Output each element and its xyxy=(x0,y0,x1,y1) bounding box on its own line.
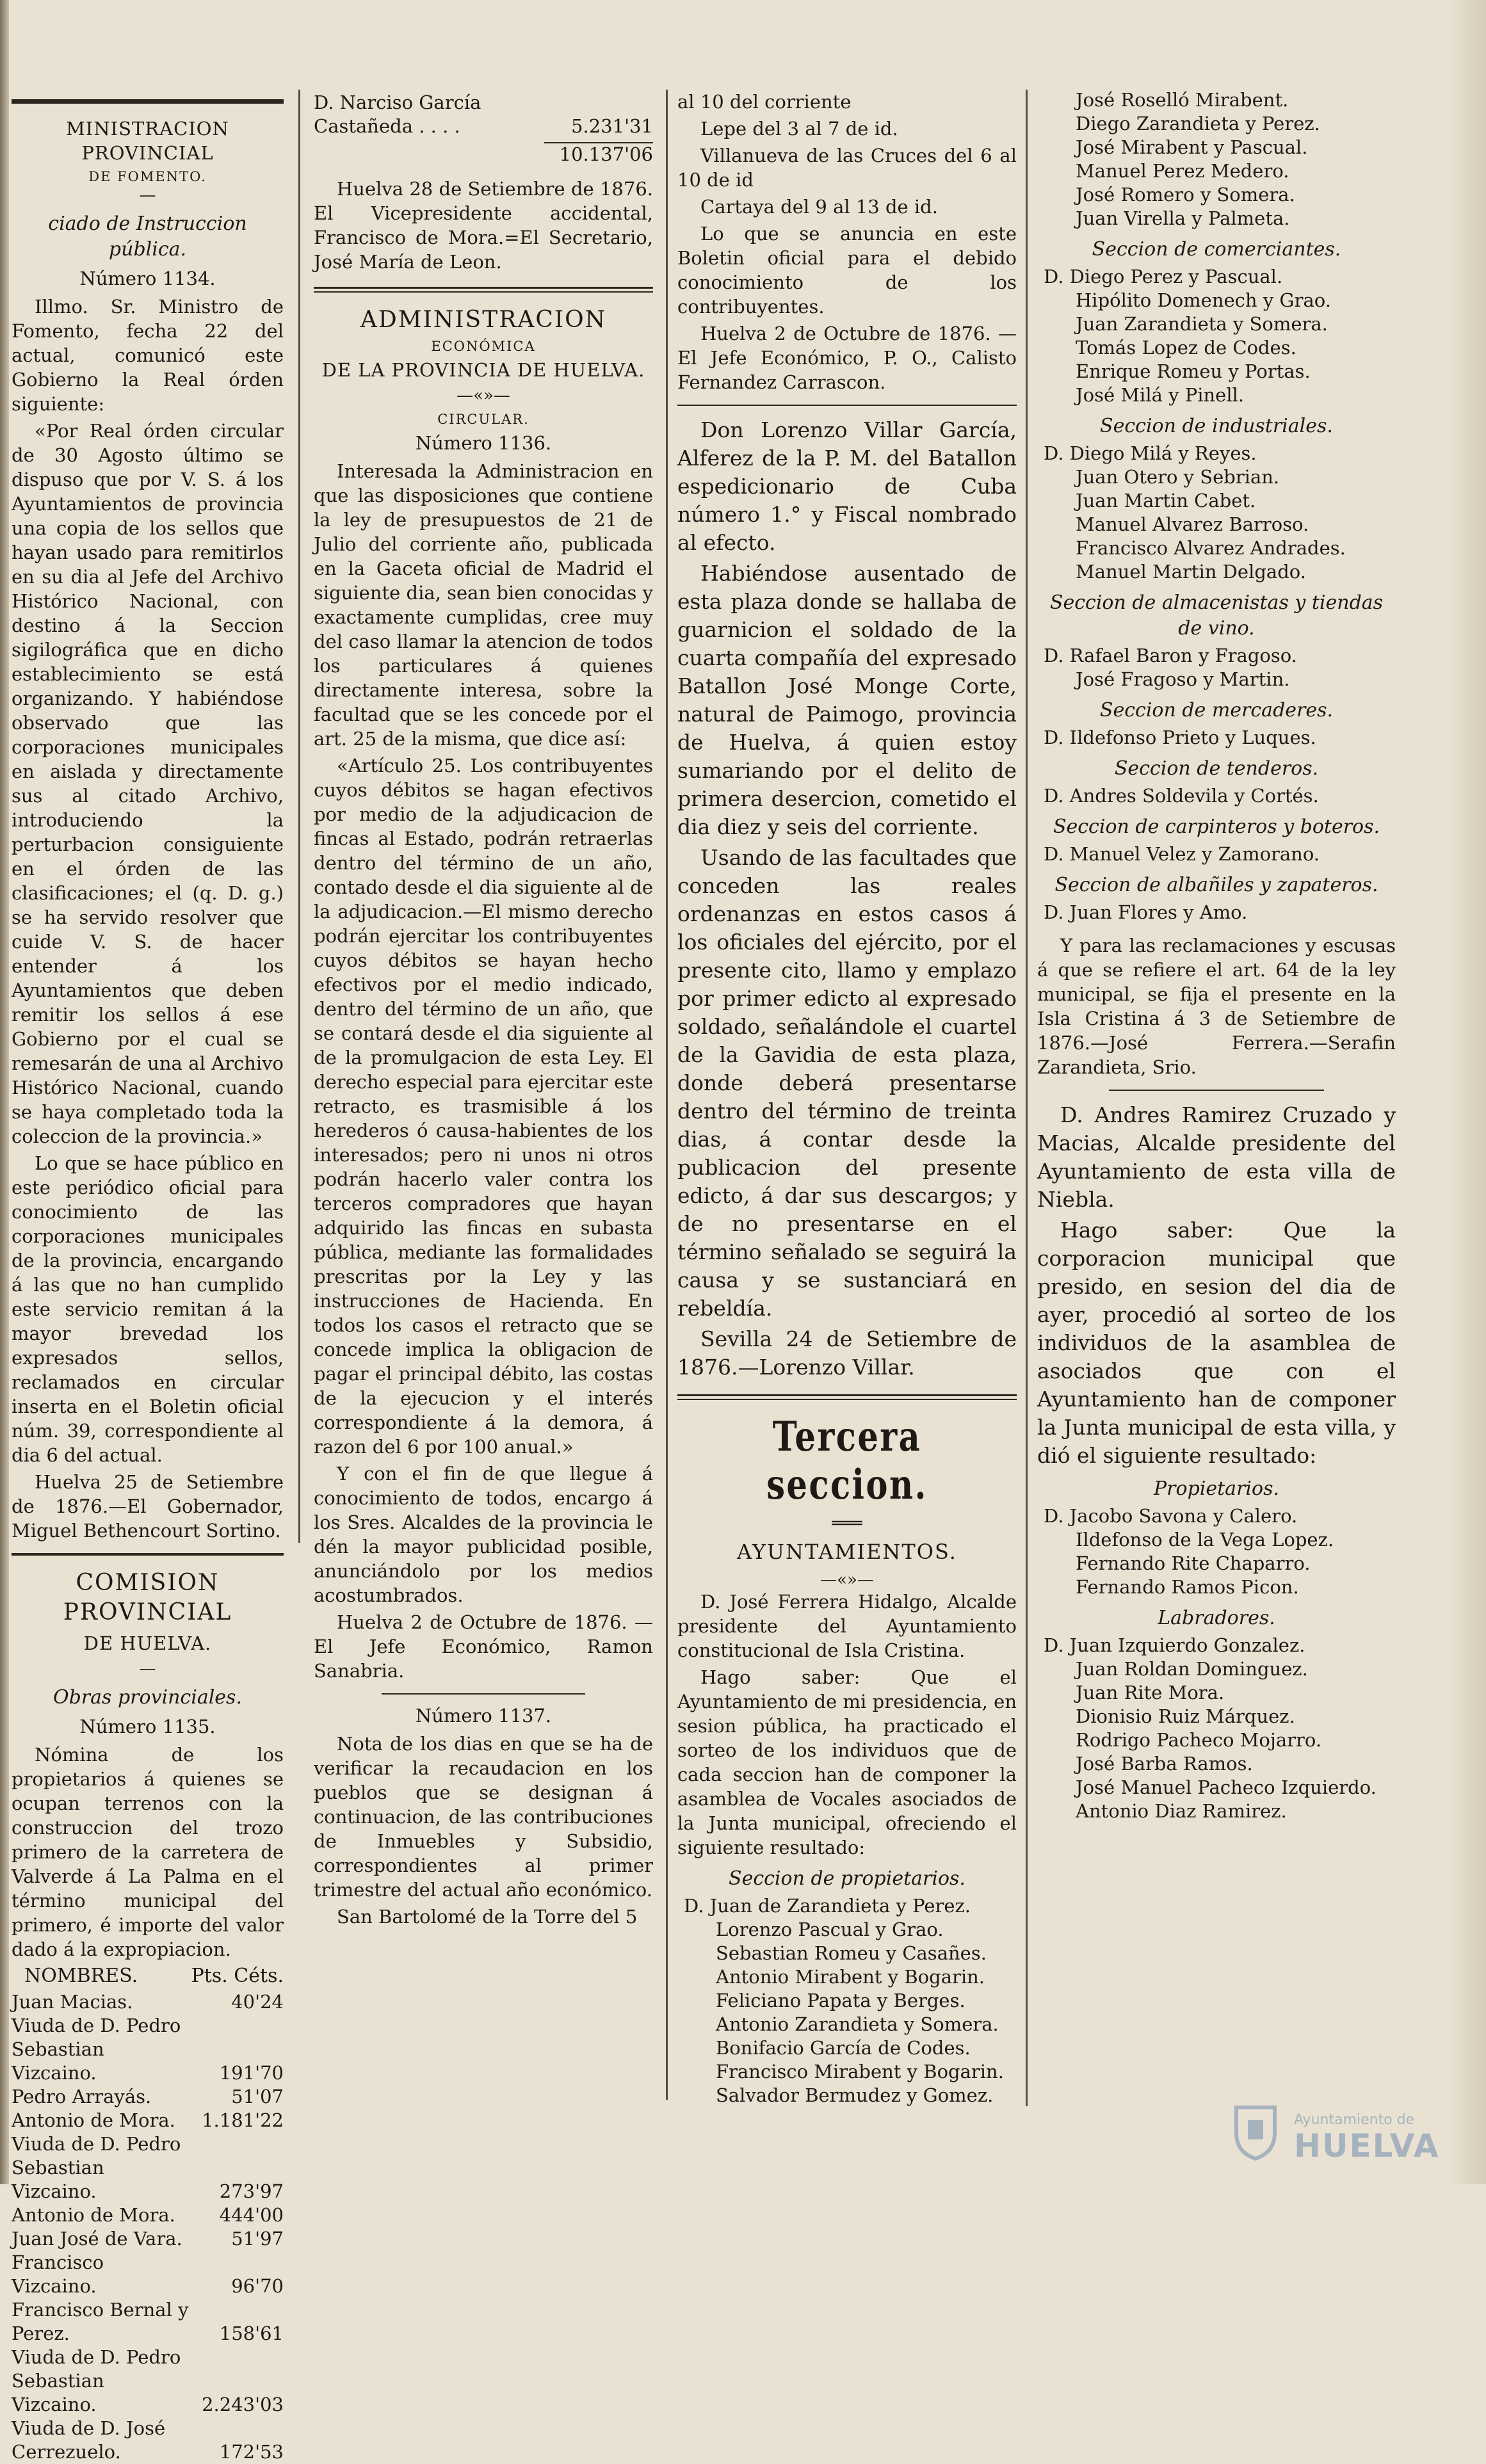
list-item: Juan Virella y Palmeta. xyxy=(1076,207,1290,229)
table-cell-name: Juan José de Vara. xyxy=(12,2228,182,2250)
watermark-logo xyxy=(1230,2098,1460,2168)
section-rule xyxy=(12,1553,284,1556)
schedule-line: Cartaya del 9 al 13 de id. xyxy=(700,196,938,218)
notice-paragraph: Lo que se hace público en este periódico oficial para conocimiento de las corporaciones municipales de la provincia, encargando á las que no han cumplido este servicio remitan á la mayor brevedad los expresados sellos, reclamados en circular inserta en el Boletin oficial núm. 39, correspondiente al dia 6 del actual. xyxy=(12,1152,284,1466)
table-cell-amount: 51'97 xyxy=(231,2228,284,2250)
table-row xyxy=(12,2417,284,2464)
list-item: Manuel Alvarez Barroso. xyxy=(1076,513,1309,535)
table-row xyxy=(12,2132,284,2203)
section-title: Seccion de mercaderes. xyxy=(1099,699,1334,721)
list-item: D. Andres Soldevila y Cortés. xyxy=(1044,785,1319,807)
list-item: D. Manuel Velez y Zamorano. xyxy=(1044,843,1320,865)
list-item: Juan Roldan Dominguez. xyxy=(1076,1658,1308,1680)
table-cell-amount: 1.181'22 xyxy=(202,2109,284,2131)
agency-subheading: DE HUELVA. xyxy=(83,1632,212,1654)
notice-paragraph: Y con el fin de que llegue á conocimiento de todos, encargo á los Sres. Alcaldes de la provincia le dén la mayor publicidad posible, anunciándolo por los medios acostumbrados. xyxy=(314,1463,653,1606)
list-item: Manuel Martin Delgado. xyxy=(1076,561,1306,583)
list-item: D. Diego Milá y Reyes. xyxy=(1044,442,1257,464)
agency-subheading: DE FOMENTO. xyxy=(88,169,207,184)
table-row xyxy=(12,2014,284,2085)
expropriation-table xyxy=(12,1964,284,2464)
section-title: Seccion de tenderos. xyxy=(1114,757,1319,780)
list-item: Diego Zarandieta y Perez. xyxy=(1076,113,1320,134)
table-cell-amount: 96'70 xyxy=(231,2275,284,2297)
table-cell-name: Francisco Bernal y Perez. xyxy=(12,2299,189,2344)
ayuntamientos-heading: AYUNTAMIENTOS. xyxy=(737,1540,957,1564)
section-rule xyxy=(677,1394,1017,1400)
table-row xyxy=(314,91,653,138)
column-rule-1 xyxy=(298,90,300,1543)
table-cell-name: Viuda de D. Pedro Sebastian Vizcaino. xyxy=(12,2346,181,2415)
table-cell-name: Viuda de D. José Cerrezuelo. xyxy=(12,2417,166,2463)
notice-paragraph: Hago saber: Que la corporacion municipal que presido, en sesion del dia de ayer, procedió al sorteo de los individuos de la asamblea de asociados que con el Ayuntamiento han de componer la Junta municipal de esta villa, y dió el siguiente resultado: xyxy=(1037,1218,1396,1468)
section-rule xyxy=(314,287,653,293)
table-cell-amount: 40'24 xyxy=(231,1991,284,2013)
table-cell-name: Viuda de D. Pedro Sebastian Vizcaino. xyxy=(12,2015,181,2084)
table-cell-amount: 2.243'03 xyxy=(202,2394,284,2415)
section-title: Labradores. xyxy=(1158,1607,1275,1629)
dash-divider: — xyxy=(139,1659,156,1679)
table-cell-name: Viuda de D. Pedro Sebastian Vizcaino. xyxy=(12,2133,181,2202)
section-title: Seccion de comerciantes. xyxy=(1092,238,1341,261)
dash-divider: — xyxy=(139,186,156,205)
list-item: José Roselló Mirabent. xyxy=(1076,89,1289,111)
table-cell-name: Juan Macias. xyxy=(12,1991,133,2013)
section-title: Obras provinciales. xyxy=(53,1686,242,1709)
notice-paragraph: Nómina de los propietarios á quienes se ocupan terrenos con la construccion del trozo primero de la carretera de Valverde á La Palma en el término municipal del primero, é importe del valor dado á la expropiacion. xyxy=(12,1744,284,1960)
list-item: Juan Zarandieta y Somera. xyxy=(1076,313,1328,335)
table-cell-amount: 191'70 xyxy=(219,2062,284,2084)
page-edge-shadow xyxy=(0,0,9,2184)
agency-heading: MINISTRACION PROVINCIAL xyxy=(66,118,229,164)
list-item: José Milá y Pinell. xyxy=(1076,384,1245,406)
section-title: ciado de Instruccion pública. xyxy=(48,213,247,261)
table-row xyxy=(12,2109,284,2132)
list-item: D. Diego Perez y Pascual. xyxy=(1044,266,1283,287)
table-cell-amount: 273'97 xyxy=(219,2180,284,2202)
table-row xyxy=(12,2085,284,2109)
ornament-divider: —«»— xyxy=(456,386,510,405)
agency-heading: COMISION PROVINCIAL xyxy=(63,1570,232,1625)
list-item: Juan Martin Cabet. xyxy=(1076,490,1256,511)
table-row xyxy=(12,2346,284,2417)
section-title: Tercera seccion. xyxy=(766,1413,928,1509)
section-title: Propietarios. xyxy=(1153,1478,1279,1500)
notice-signature: Huelva 28 de Setiembre de 1876. El Vicepresidente accidental, Francisco de Mora.=El Secretario, José María de Leon. xyxy=(314,178,653,273)
table-cell-amount: 5.231'31 xyxy=(571,115,653,137)
table-cell-name: Pedro Arrayás. xyxy=(12,2086,152,2107)
table-cell-name: Antonio de Mora. xyxy=(12,2204,175,2226)
list-item: Fernando Rite Chaparro. xyxy=(1076,1552,1311,1574)
table-cell-amount: 51'07 xyxy=(231,2086,284,2107)
column-top-rule xyxy=(12,99,284,104)
carry-over-row xyxy=(314,91,653,138)
table-header-amount: Pts. Céts. xyxy=(191,1965,284,1987)
list-item: Hipólito Domenech y Grao. xyxy=(1076,289,1331,311)
dash-divider: ═══ xyxy=(832,1514,862,1533)
table-cell-amount: 158'61 xyxy=(219,2323,284,2344)
notice-signature: Huelva 2 de Octubre de 1876. —El Jefe Económico, Ramon Sanabria. xyxy=(314,1611,653,1682)
list-item: Salvador Bermudez y Gomez. xyxy=(716,2084,994,2106)
column-2 xyxy=(314,83,653,2159)
table-row xyxy=(12,2203,284,2227)
list-item: Sebastian Romeu y Casañes. xyxy=(716,1942,987,1964)
table-cell-amount: 172'53 xyxy=(219,2441,284,2463)
table-cell-name: Antonio de Mora. xyxy=(12,2109,175,2131)
list-item: Fernando Ramos Picon. xyxy=(1076,1576,1299,1598)
schedule-line: al 10 del corriente xyxy=(677,91,852,113)
list-item: D. Jacobo Savona y Calero. xyxy=(1044,1505,1298,1527)
table-row xyxy=(12,2227,284,2251)
column-1 xyxy=(12,83,284,2463)
list-item: Manuel Perez Medero. xyxy=(1076,160,1289,182)
table-row xyxy=(12,2298,284,2346)
list-item: José Mirabent y Pascual. xyxy=(1076,136,1308,158)
list-item: D. Juan de Zarandieta y Perez. xyxy=(684,1895,971,1917)
ornament-divider: —«»— xyxy=(820,1570,874,1590)
notice-number: Número 1136. xyxy=(415,432,552,454)
notice-paragraph: Hago saber: Que el Ayuntamiento de mi presidencia, en sesion pública, ha practicado el sorteo de los individuos que de cada seccion han de componer la asamblea de Vocales asociados de la Junta municipal, ofreciendo el siguiente resultado: xyxy=(677,1666,1017,1858)
agency-subheading: ECONÓMICA xyxy=(431,339,536,354)
notice-paragraph: D. Andres Ramirez Cruzado y Macias, Alcalde presidente del Ayuntamiento de esta villa de Niebla. xyxy=(1037,1102,1396,1212)
watermark-line1: Ayuntamiento de xyxy=(1294,2112,1415,2128)
column-4 xyxy=(1037,83,1396,2159)
notice-paragraph: «Por Real órden circular de 30 Agosto último se dispuso que por V. S. á los Ayuntamientos de provincia una copia de los sellos que hayan usado para remitirlos en su dia al Jefe del Archivo Histórico Nacional, con destino á la Seccion sigilográfica que en dicho establecimiento se está organizando. Y habiéndose observado que las corporaciones municipales en aislada y directamente sus al citado Archivo, introduciendo la perturbacion consiguiente en el órden de las clasificaciones; el (q. D. g.) se ha servido resolver que cuide V. S. de hacer entender á los Ayuntamientos que deben remitir los sellos á ese Gobierno por el cual se remesarán de una al Archivo Histórico Nacional, cuando se haya completado toda la coleccion de la provincia.» xyxy=(12,420,284,1147)
crest-icon xyxy=(1230,2098,1281,2162)
section-rule xyxy=(382,1693,585,1695)
column-3 xyxy=(677,83,1017,2159)
table-cell-name: D. Narciso García Castañeda . . . . xyxy=(314,92,481,137)
schedule-line: Lepe del 3 al 7 de id. xyxy=(700,118,898,140)
notice-signature: Huelva 25 de Setiembre de 1876.—El Gobernador, Miguel Bethencourt Sortino. xyxy=(12,1471,284,1542)
list-item: Antonio Mirabent y Bogarin. xyxy=(716,1966,985,1988)
notice-paragraph: D. José Ferrera Hidalgo, Alcalde presidente del Ayuntamiento constitucional de Isla Cristina. xyxy=(677,1591,1017,1661)
edict-paragraph: Don Lorenzo Villar García, Alferez de la P. M. del Batallon espedicionario de Cuba número 1.° y Fiscal nombrado al efecto. xyxy=(677,417,1017,555)
list-item: José Manuel Pacheco Izquierdo. xyxy=(1076,1776,1377,1798)
notice-number: Número 1134. xyxy=(79,268,216,289)
table-header-names: NOMBRES. xyxy=(24,1965,138,1987)
page-edge-right xyxy=(1448,0,1486,2184)
list-item: Juan Rite Mora. xyxy=(1076,1682,1225,1703)
list-item: Feliciano Papata y Berges. xyxy=(716,1990,965,2011)
list-item: José Romero y Somera. xyxy=(1076,184,1295,205)
list-item: Bonifacio García de Codes. xyxy=(716,2037,971,2059)
notice-paragraph: «Artículo 25. Los contribuyentes cuyos débitos se hagan efectivos por medio de la adjudicacion de fincas al Estado, podrán retraerlas dentro del término de un año, contado desde el dia siguiente al de la adjudicacion.—El mismo derecho podrán ejercitar los contribuyentes cuyos débitos se hayan hecho efectivos por el medio indicado, dentro del término de un año, que se contará desde el dia siguiente al de la promulgacion de esta Ley. El derecho especial para ejercitar este retracto, es trasmisible á los herederos ó causa-habientes de los interesados; pero ni unos ni otros podrán hacerlo valer contra los terceros compradores que hayan adquirido las fincas en subasta pública, mediante las formalidades prescritas por la Ley y las instrucciones de Hacienda. En todos los casos el retracto que se concede implica la obligacion de pagar el principal débito, las costas de la ejecucion y el interés correspondiente á la demora, á razon del 6 por 100 anual.» xyxy=(314,755,653,1458)
list-item: Rodrigo Pacheco Mojarro. xyxy=(1076,1729,1322,1751)
notice-paragraph: Y para las reclamaciones y escusas á que se refiere el art. 64 de la ley municipal, se fija el presente en la Isla Cristina á 3 de Setiembre de 1876.—José Ferrera.—Serafin Zarandieta, Srio. xyxy=(1037,935,1396,1078)
notice-paragraph: Nota de los dias en que se ha de verificar la recaudacion en los pueblos que se designan á continuacion, de las contribuciones de Inmuebles y Subsidio, correspondientes al primer trimestre del actual año económico. xyxy=(314,1733,653,1901)
list-item: Lorenzo Pascual y Grao. xyxy=(716,1919,944,1940)
list-item: Dionisio Ruiz Márquez. xyxy=(1076,1705,1295,1727)
section-title: Seccion de industriales. xyxy=(1100,415,1333,437)
notice-paragraph: Illmo. Sr. Ministro de Fomento, fecha 22 del actual, comunicó este Gobierno la Real órden siguiente: xyxy=(12,296,284,415)
section-title: Seccion de albañiles y zapateros. xyxy=(1054,874,1378,896)
table-header-row xyxy=(12,1964,284,1990)
edict-paragraph: Habiéndose ausentado de esta plaza donde se hallaba de guarnicion el soldado de la cuarta compañía del expresado Batallon José Monge Corte, natural de Paimogo, provincia de Huelva, á quien estoy sumariando por el delito de primera desercion, cometido el dia diez y seis del corriente. xyxy=(677,561,1017,839)
table-cell-amount: 444'00 xyxy=(219,2204,284,2226)
circular-label: CIRCULAR. xyxy=(437,412,529,427)
watermark-line2: HUELVA xyxy=(1294,2127,1440,2164)
list-item: D. Ildefonso Prieto y Luques. xyxy=(1044,727,1316,748)
schedule-line: Villanueva de las Cruces del 6 al 10 de id xyxy=(677,145,1017,191)
column-rule-3 xyxy=(1026,90,1028,2106)
list-item: Enrique Romeu y Portas. xyxy=(1076,360,1311,382)
list-item: José Fragoso y Martin. xyxy=(1076,668,1290,690)
list-item: D. Juan Izquierdo Gonzalez. xyxy=(1044,1634,1305,1656)
list-item: Antonio Diaz Ramirez. xyxy=(1076,1800,1287,1822)
list-item: Francisco Mirabent y Bogarin. xyxy=(716,2061,1004,2082)
notice-paragraph: Interesada la Administracion en que las disposiciones que contiene la ley de presupuestos de 21 de Julio del corriente año, publicada en la Gaceta oficial de Madrid el siguiente dia, sean bien conocidas y exactamente cumplidas, cree muy del caso llamar la atencion de todos los particulares á quienes directamente interesa, sobre la facultad que se les concede por el art. 25 de la misma, que dice así: xyxy=(314,460,653,750)
section-title: Seccion de propietarios. xyxy=(729,1867,965,1890)
table-row xyxy=(12,2251,284,2298)
list-item: D. Rafael Baron y Fragoso. xyxy=(1044,645,1297,666)
notice-number: Número 1137. xyxy=(415,1705,552,1727)
list-item: Antonio Zarandieta y Somera. xyxy=(716,2013,999,2035)
notice-paragraph: San Bartolomé de la Torre del 5 xyxy=(337,1906,638,1928)
table-total: 10.137'06 xyxy=(544,142,653,165)
column-rule-2 xyxy=(666,90,668,2100)
table-row xyxy=(12,1990,284,2014)
list-item: José Barba Ramos. xyxy=(1076,1753,1253,1775)
notice-paragraph: Lo que se anuncia en este Boletin oficial para el debido conocimiento de los contribuyentes. xyxy=(677,223,1017,318)
section-title: Seccion de almacenistas y tiendas de vino. xyxy=(1049,592,1384,640)
notice-signature: Huelva 2 de Octubre de 1876. —El Jefe Económico, P. O., Calisto Fernandez Carrascon. xyxy=(677,323,1017,393)
edict-signature: Sevilla 24 de Setiembre de 1876.—Lorenzo Villar. xyxy=(677,1326,1017,1380)
list-item: Tomás Lopez de Codes. xyxy=(1076,337,1296,358)
section-rule xyxy=(677,405,1017,406)
edict-paragraph: Usando de las facultades que conceden las reales ordenanzas en estos casos á los oficiales del ejército, por el presente cito, llamo y emplazo por primer edicto al expresado soldado, señalándole el cuartel de la Gavidia de esta plaza, donde deberá presentarse dentro del término de treinta dias, á contar desde la publicacion del presente edicto, á dar sus descargos; y de no presentarse en el término señalado se seguirá la causa y se sustanciará en rebeldía. xyxy=(677,845,1017,1321)
section-rule xyxy=(1109,1090,1324,1091)
agency-subheading: DE LA PROVINCIA DE HUELVA. xyxy=(321,359,645,381)
notice-number: Número 1135. xyxy=(79,1716,216,1737)
table-cell-name: Francisco Vizcaino. xyxy=(12,2251,104,2297)
list-item: D. Juan Flores y Amo. xyxy=(1044,901,1248,923)
list-item: Francisco Alvarez Andrades. xyxy=(1076,537,1346,559)
list-item: Juan Otero y Sebrian. xyxy=(1076,466,1280,488)
section-title: Seccion de carpinteros y boteros. xyxy=(1053,816,1380,838)
list-item: Ildefonso de la Vega Lopez. xyxy=(1076,1529,1334,1550)
agency-heading: ADMINISTRACION xyxy=(360,307,607,333)
